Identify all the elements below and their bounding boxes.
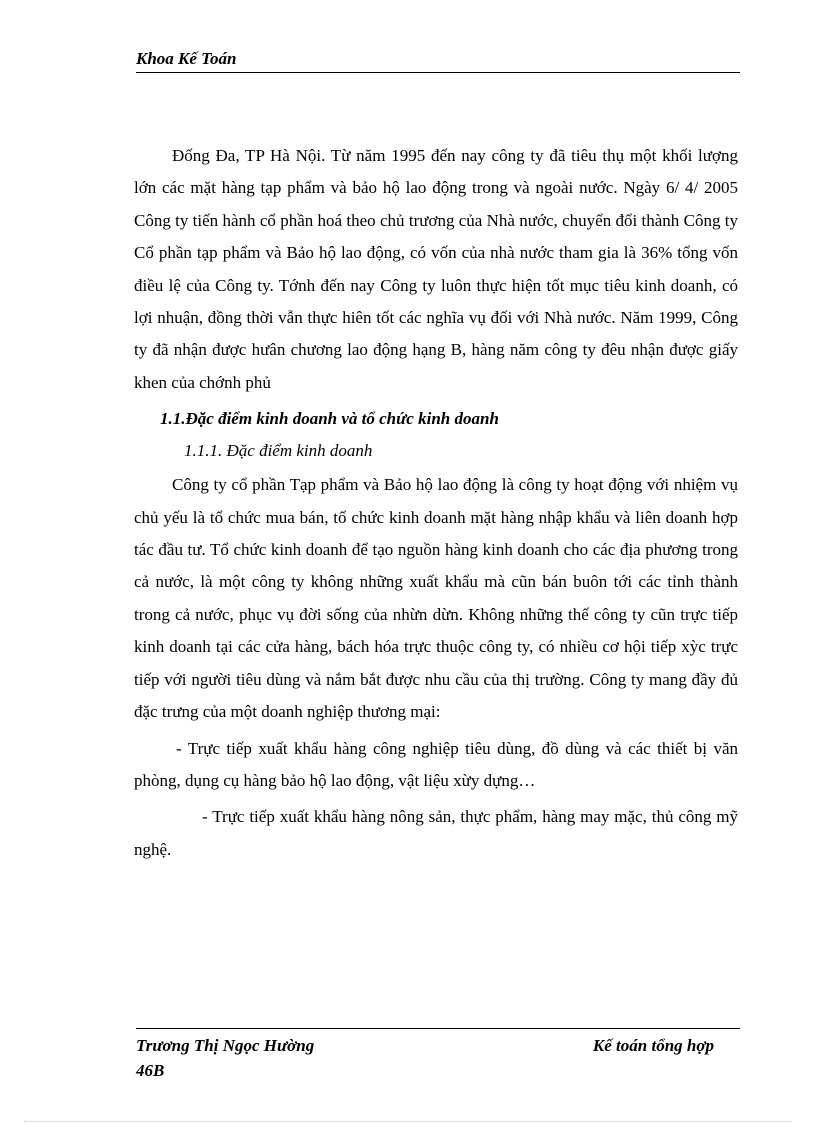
footer-class: 46B	[136, 1061, 165, 1080]
main-paragraph: Công ty cổ phần Tạp phẩm và Bảo hộ lao động là công ty hoạt động với nhiệm vụ chủ yếu là tổ chức mua bán, tổ chức kinh doanh mặt hàng nhập khẩu và liên doanh hợp tác đầu tư. Tổ chức kinh doanh để tạo nguồn hàng kinh doanh cho các địa phương trong cả nước, là một công ty không những xuất khẩu mà cũn bán buôn tới các tỉnh thành trong cả nước, phục vụ đời sống của nhừn dừn. Không những thế công ty cũn trực tiếp kinh doanh tại các cửa hàng, bách hóa trực thuộc công ty, có nhiều cơ hội tiếp xỳc trực tiếp với người tiêu dùng và nắm bắt được nhu cầu của thị trường. Công ty mang đầy đủ đặc trưng của một doanh nghiệp thương mại:	[134, 475, 738, 722]
page-footer	[136, 1028, 740, 1083]
header-title: Khoa Kế Toán	[136, 49, 237, 68]
subsection-heading: 1.1.1. Đặc điểm kinh doanh	[184, 441, 373, 461]
page-content	[134, 140, 738, 866]
intro-paragraph: Đống Đa, TP Hà Nội. Từ năm 1995 đến nay công ty đã tiêu thụ một khối lượng lớn các mặt hàng tạp phẩm và bảo hộ lao động trong và ngoài nước. Ngày 6/ 4/ 2005 Công ty tiến hành cổ phần hoá theo chủ trương của Nhà nước, chuyển đổi thành Công ty Cổ phần tạp phẩm và Bảo hộ lao động, có vốn của nhà nước tham gia là 36% tổng vốn điều lệ của Công ty. Tớnh đến nay Công ty luôn thực hiện tốt mục tiêu kinh doanh, có lợi nhuận, đồng thời vẫn thực hiên tốt các nghĩa vụ đối với Nhà nước. Năm 1999, Công ty đã nhận được hưân chương lao động hạng B, hàng năm công ty đêu nhận được giấy khen của chớnh phủ	[134, 146, 738, 392]
page-header	[136, 46, 740, 73]
footer-author: Trương Thị Ngọc Hường	[136, 1036, 315, 1055]
bullet-item-2: - Trực tiếp xuất khẩu hàng nông sản, thực phẩm, hàng may mặc, thủ công mỹ nghệ.	[134, 807, 738, 859]
bullet-item-1: - Trực tiếp xuất khẩu hàng công nghiệp tiêu dùng, đồ dùng và các thiết bị văn phòng, dụng cụ hàng bảo hộ lao động, vật liệu xừy dựng…	[134, 738, 738, 790]
page-edge-divider	[24, 1121, 792, 1122]
section-heading: 1.1.Đặc điểm kinh doanh và tổ chức kinh doanh	[160, 409, 499, 429]
footer-course: Kế toán tổng hợp	[592, 1036, 714, 1055]
